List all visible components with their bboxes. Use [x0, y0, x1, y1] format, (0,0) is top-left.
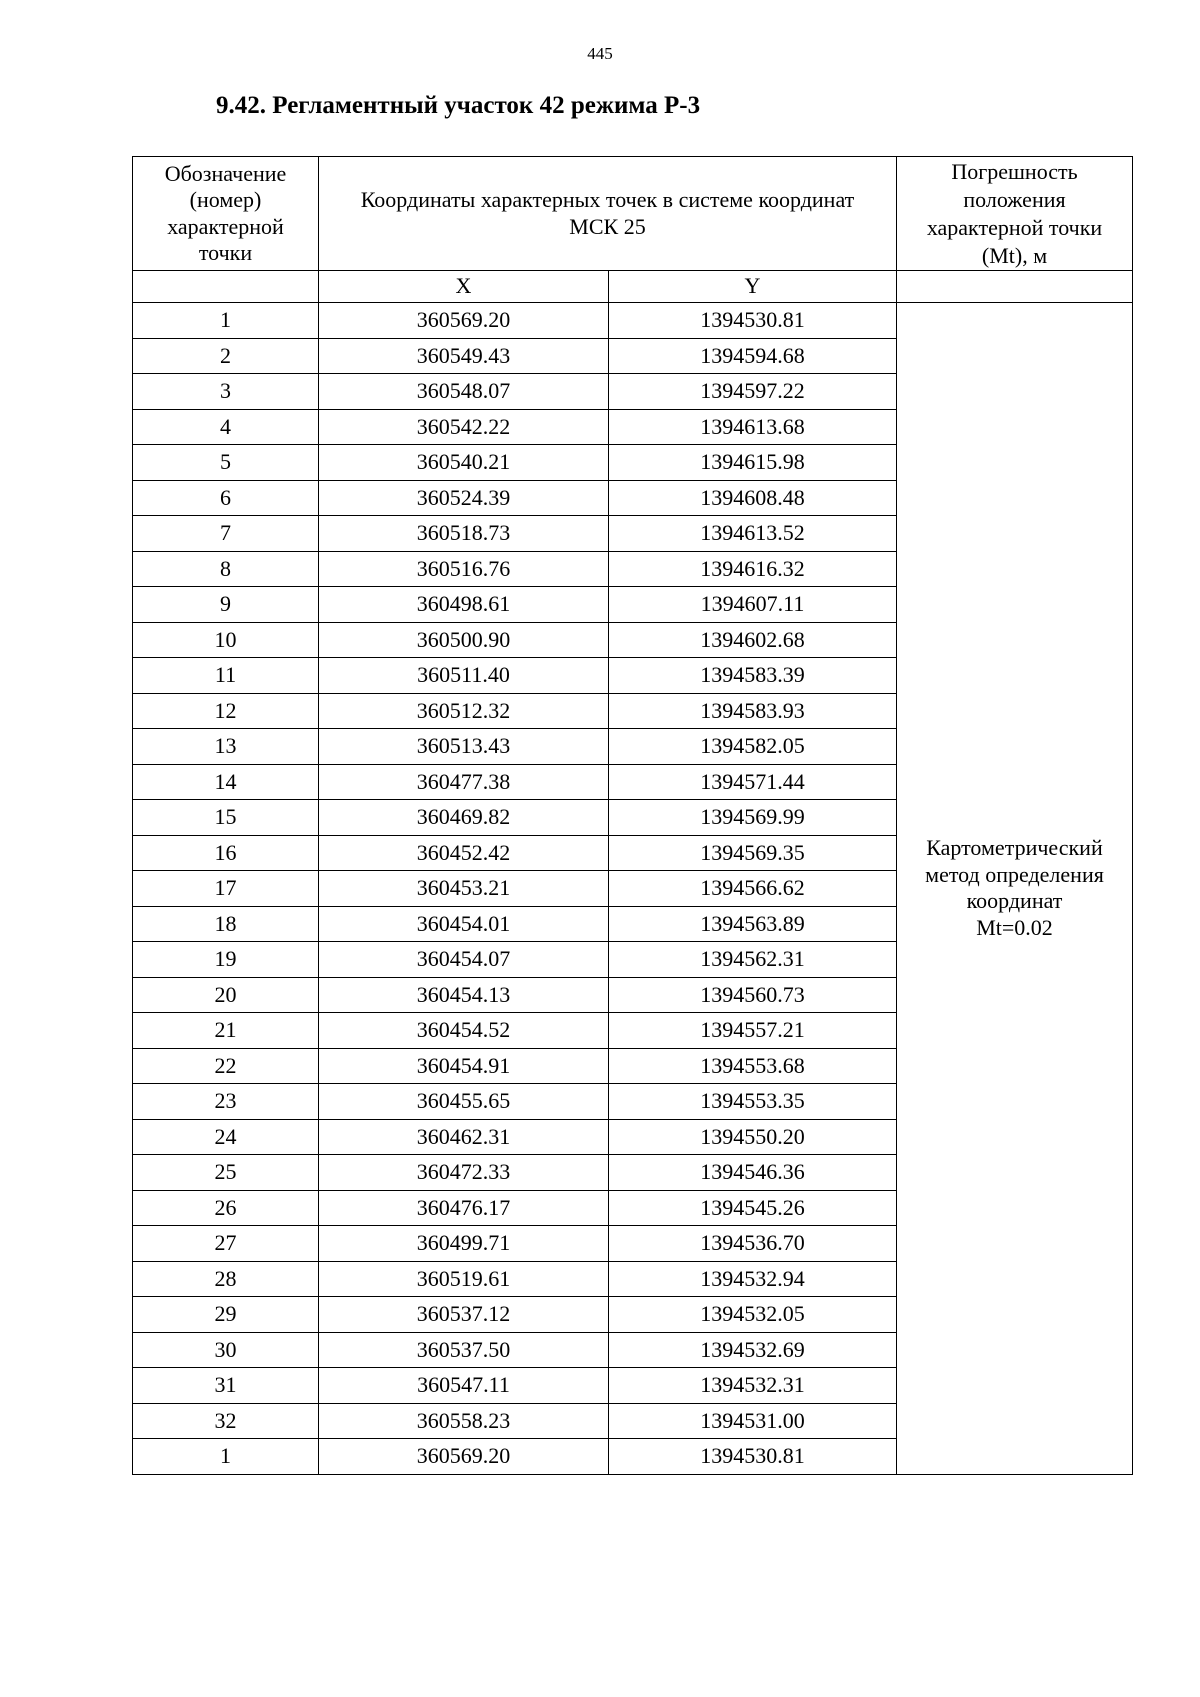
point-number: 32 [133, 1403, 319, 1439]
point-number: 26 [133, 1190, 319, 1226]
y-coordinate: 1394536.70 [609, 1226, 897, 1262]
point-number: 9 [133, 587, 319, 623]
y-coordinate: 1394615.98 [609, 445, 897, 481]
y-coordinate: 1394569.35 [609, 835, 897, 871]
y-coordinate: 1394532.94 [609, 1261, 897, 1297]
x-coordinate: 360462.31 [319, 1119, 609, 1155]
y-coordinate: 1394607.11 [609, 587, 897, 623]
y-coordinate: 1394553.35 [609, 1084, 897, 1120]
header-row [133, 157, 1133, 271]
x-coordinate: 360549.43 [319, 338, 609, 374]
x-coordinate: 360548.07 [319, 374, 609, 410]
y-coordinate: 1394550.20 [609, 1119, 897, 1155]
point-number: 27 [133, 1226, 319, 1262]
x-coordinate: 360513.43 [319, 729, 609, 765]
x-coordinate: 360498.61 [319, 587, 609, 623]
x-coordinate: 360500.90 [319, 622, 609, 658]
header-error: Погрешность положения характерной точки (Mt), м [897, 157, 1133, 271]
subheader-row [133, 271, 1133, 303]
y-coordinate: 1394583.93 [609, 693, 897, 729]
point-number: 23 [133, 1084, 319, 1120]
y-coordinate: 1394582.05 [609, 729, 897, 765]
point-number: 24 [133, 1119, 319, 1155]
y-coordinate: 1394616.32 [609, 551, 897, 587]
point-number: 22 [133, 1048, 319, 1084]
y-coordinate: 1394546.36 [609, 1155, 897, 1191]
x-coordinate: 360537.50 [319, 1332, 609, 1368]
point-number: 8 [133, 551, 319, 587]
method-line: координат [966, 888, 1063, 914]
x-coordinate: 360455.65 [319, 1084, 609, 1120]
point-number: 19 [133, 942, 319, 978]
point-number: 10 [133, 622, 319, 658]
y-coordinate: 1394597.22 [609, 374, 897, 410]
y-coordinate: 1394545.26 [609, 1190, 897, 1226]
header-designation: Обозначение (номер) характерной точки [133, 157, 319, 271]
y-coordinate: 1394613.68 [609, 409, 897, 445]
y-coordinate: 1394532.69 [609, 1332, 897, 1368]
x-coordinate: 360454.07 [319, 942, 609, 978]
point-number: 14 [133, 764, 319, 800]
point-number: 1 [133, 303, 319, 339]
point-number: 6 [133, 480, 319, 516]
method-line: метод определения [925, 861, 1104, 887]
x-coordinate: 360472.33 [319, 1155, 609, 1191]
x-coordinate: 360452.42 [319, 835, 609, 871]
point-number: 3 [133, 374, 319, 410]
header-coordinates: Координаты характерных точек в системе координат МСК 25 [319, 157, 897, 271]
y-coordinate: 1394583.39 [609, 658, 897, 694]
x-coordinate: 360453.21 [319, 871, 609, 907]
method-line: Mt=0.02 [976, 914, 1053, 940]
y-coordinate: 1394532.05 [609, 1297, 897, 1333]
point-number: 1 [133, 1439, 319, 1475]
x-coordinate: 360569.20 [319, 1439, 609, 1475]
y-coordinate: 1394530.81 [609, 303, 897, 339]
x-coordinate: 360518.73 [319, 516, 609, 552]
subheader-empty [133, 271, 319, 303]
page-number: 445 [587, 44, 613, 63]
point-number: 12 [133, 693, 319, 729]
header-y: Y [609, 271, 897, 303]
y-coordinate: 1394594.68 [609, 338, 897, 374]
point-number: 16 [133, 835, 319, 871]
x-coordinate: 360454.01 [319, 906, 609, 942]
point-number: 30 [133, 1332, 319, 1368]
y-coordinate: 1394532.31 [609, 1368, 897, 1404]
point-number: 11 [133, 658, 319, 694]
point-number: 28 [133, 1261, 319, 1297]
x-coordinate: 360477.38 [319, 764, 609, 800]
x-coordinate: 360537.12 [319, 1297, 609, 1333]
y-coordinate: 1394531.00 [609, 1403, 897, 1439]
point-number: 13 [133, 729, 319, 765]
y-coordinate: 1394553.68 [609, 1048, 897, 1084]
x-coordinate: 360516.76 [319, 551, 609, 587]
header-x: X [319, 271, 609, 303]
point-number: 4 [133, 409, 319, 445]
y-coordinate: 1394557.21 [609, 1013, 897, 1049]
point-number: 20 [133, 977, 319, 1013]
y-coordinate: 1394571.44 [609, 764, 897, 800]
x-coordinate: 360524.39 [319, 480, 609, 516]
point-number: 17 [133, 871, 319, 907]
x-coordinate: 360476.17 [319, 1190, 609, 1226]
point-number: 15 [133, 800, 319, 836]
y-coordinate: 1394602.68 [609, 622, 897, 658]
method-line: Картометрический [926, 835, 1103, 861]
x-coordinate: 360454.52 [319, 1013, 609, 1049]
y-coordinate: 1394563.89 [609, 906, 897, 942]
x-coordinate: 360540.21 [319, 445, 609, 481]
x-coordinate: 360569.20 [319, 303, 609, 339]
point-number: 29 [133, 1297, 319, 1333]
point-number: 25 [133, 1155, 319, 1191]
y-coordinate: 1394608.48 [609, 480, 897, 516]
point-number: 31 [133, 1368, 319, 1404]
x-coordinate: 360547.11 [319, 1368, 609, 1404]
point-number: 5 [133, 445, 319, 481]
y-coordinate: 1394569.99 [609, 800, 897, 836]
y-coordinate: 1394566.62 [609, 871, 897, 907]
table-row [133, 303, 1133, 339]
y-coordinate: 1394530.81 [609, 1439, 897, 1475]
x-coordinate: 360511.40 [319, 658, 609, 694]
x-coordinate: 360454.91 [319, 1048, 609, 1084]
y-coordinate: 1394613.52 [609, 516, 897, 552]
x-coordinate: 360519.61 [319, 1261, 609, 1297]
x-coordinate: 360499.71 [319, 1226, 609, 1262]
point-number: 7 [133, 516, 319, 552]
coordinates-table [132, 156, 1133, 1475]
subheader-empty-right [897, 271, 1133, 303]
y-coordinate: 1394560.73 [609, 977, 897, 1013]
method-cell [897, 303, 1133, 1475]
x-coordinate: 360454.13 [319, 977, 609, 1013]
y-coordinate: 1394562.31 [609, 942, 897, 978]
x-coordinate: 360558.23 [319, 1403, 609, 1439]
point-number: 18 [133, 906, 319, 942]
x-coordinate: 360542.22 [319, 409, 609, 445]
x-coordinate: 360469.82 [319, 800, 609, 836]
x-coordinate: 360512.32 [319, 693, 609, 729]
section-title: 9.42. Регламентный участок 42 режима Р-3 [216, 92, 701, 119]
point-number: 21 [133, 1013, 319, 1049]
point-number: 2 [133, 338, 319, 374]
